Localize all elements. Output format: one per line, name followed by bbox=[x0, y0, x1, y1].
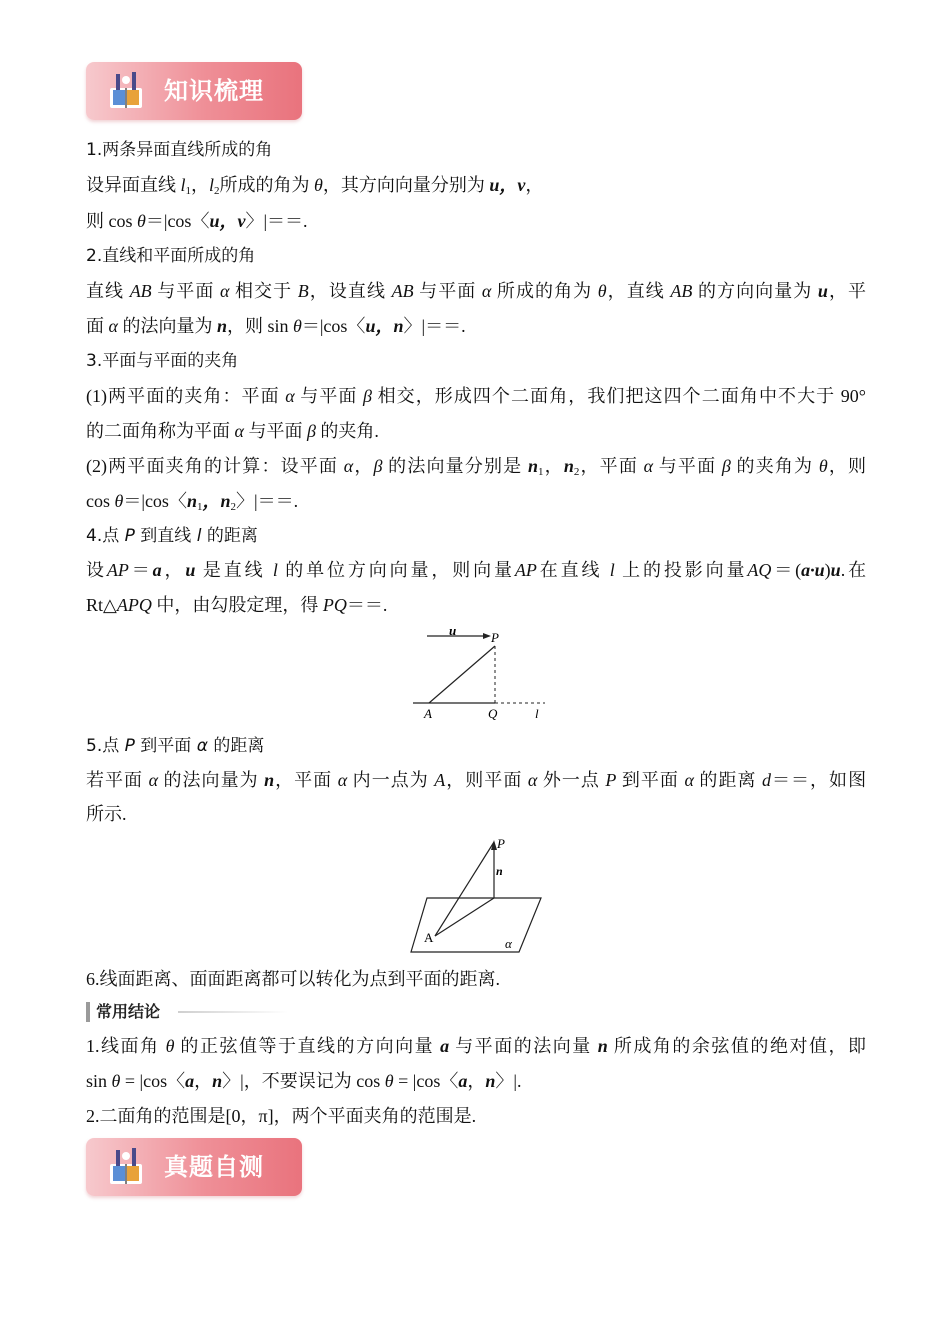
tag-label: 常用结论 bbox=[96, 1002, 161, 1021]
conclusion-2: 2.二面角的范围是[0，π]，两个平面夹角的范围是. bbox=[86, 1106, 477, 1126]
fig1-label-a: A bbox=[424, 706, 432, 721]
common-conclusions-tag bbox=[86, 1001, 216, 1023]
banner-title: 真题自测 bbox=[164, 1153, 264, 1181]
section-2-line-2: 面 α 的法向量为 n，则 sin θ＝|cos〈u，n〉|＝＝. bbox=[86, 316, 466, 336]
section-3-heading: 3.平面与平面的夹角 bbox=[86, 351, 239, 371]
section-5-heading: 5.点 P 到平面 α 的距离 bbox=[86, 736, 265, 756]
section-1-line-2: 则 cos θ＝|cos〈u，v〉|＝＝. bbox=[86, 211, 308, 231]
section-banner-exam bbox=[86, 1138, 302, 1196]
tag-bar bbox=[86, 1002, 90, 1022]
section-1-line-1: 设异面直线 $l_1$，$l_2$所成的角为 θ，其方向向量分别为 u，v， bbox=[86, 175, 544, 197]
book-icon bbox=[108, 70, 144, 112]
section-5-line-2: 所示. bbox=[86, 804, 127, 824]
section-3-line-2: 的二面角称为平面 α 与平面 β 的夹角. bbox=[86, 421, 379, 441]
section-4-line-1: 设AP＝a，u 是直线 l 的单位方向向量，则向量AP在直线 l 上的投影向量AQ＝(a·u)u.在 bbox=[86, 560, 867, 580]
banner-title: 知识梳理 bbox=[164, 77, 264, 105]
fig2-label-p: P bbox=[497, 836, 505, 851]
figure-point-to-plane bbox=[405, 830, 550, 958]
section-6-text: 6.线面距离、面面距离都可以转化为点到平面的距离. bbox=[86, 969, 500, 989]
section-2-heading: 2.直线和平面所成的角 bbox=[86, 246, 256, 266]
fig2-label-n: n bbox=[496, 864, 503, 878]
fig2-label-a: A bbox=[424, 930, 434, 945]
section-4-line-2: Rt△APQ 中，由勾股定理，得 PQ＝＝. bbox=[86, 595, 388, 615]
section-3-line-4: cos θ＝|cos〈$n_1$，$n_2$〉|＝＝. bbox=[86, 491, 299, 513]
fig1-label-l: l bbox=[535, 706, 539, 721]
section-5-line-1: 若平面 α 的法向量为 n，平面 α 内一点为 A，则平面 α 外一点 P 到平面 α 的距离 d＝＝，如图 bbox=[86, 770, 867, 790]
section-4-heading: 4.点 P 到直线 l 的距离 bbox=[86, 526, 258, 546]
fig1-label-q: Q bbox=[488, 706, 498, 721]
book-icon bbox=[108, 1146, 144, 1188]
conclusion-1-line-1: 1.线面角 θ 的正弦值等于直线的方向向量 a 与平面的法向量 n 所成角的余弦值的绝对值，即 bbox=[86, 1036, 867, 1056]
tag-divider bbox=[178, 1011, 288, 1013]
section-3-line-3: (2)两平面夹角的计算：设平面 α，β 的法向量分别是 $n_1$，$n_2$，平面 α 与平面 β 的夹角为 θ，则 bbox=[86, 456, 867, 478]
fig1-label-p: P bbox=[491, 630, 499, 645]
section-banner-knowledge bbox=[86, 62, 302, 120]
fig2-label-alpha: α bbox=[505, 936, 512, 951]
section-3-line-1: (1)两平面的夹角：平面 α 与平面 β 相交，形成四个二面角，我们把这四个二面角中不大于 90° bbox=[86, 386, 866, 406]
fig1-label-u: u bbox=[449, 624, 457, 638]
section-2-line-1: 直线 AB 与平面 α 相交于 B，设直线 AB 与平面 α 所成的角为 θ，直线 AB 的方向向量为 u，平 bbox=[86, 281, 867, 301]
section-1-heading: 1.两条异面直线所成的角 bbox=[86, 140, 273, 160]
figure-point-to-line bbox=[405, 624, 555, 724]
conclusion-1-line-2: sin θ = |cos〈a，n〉|，不要误记为 cos θ = |cos〈a，n〉|. bbox=[86, 1071, 522, 1091]
